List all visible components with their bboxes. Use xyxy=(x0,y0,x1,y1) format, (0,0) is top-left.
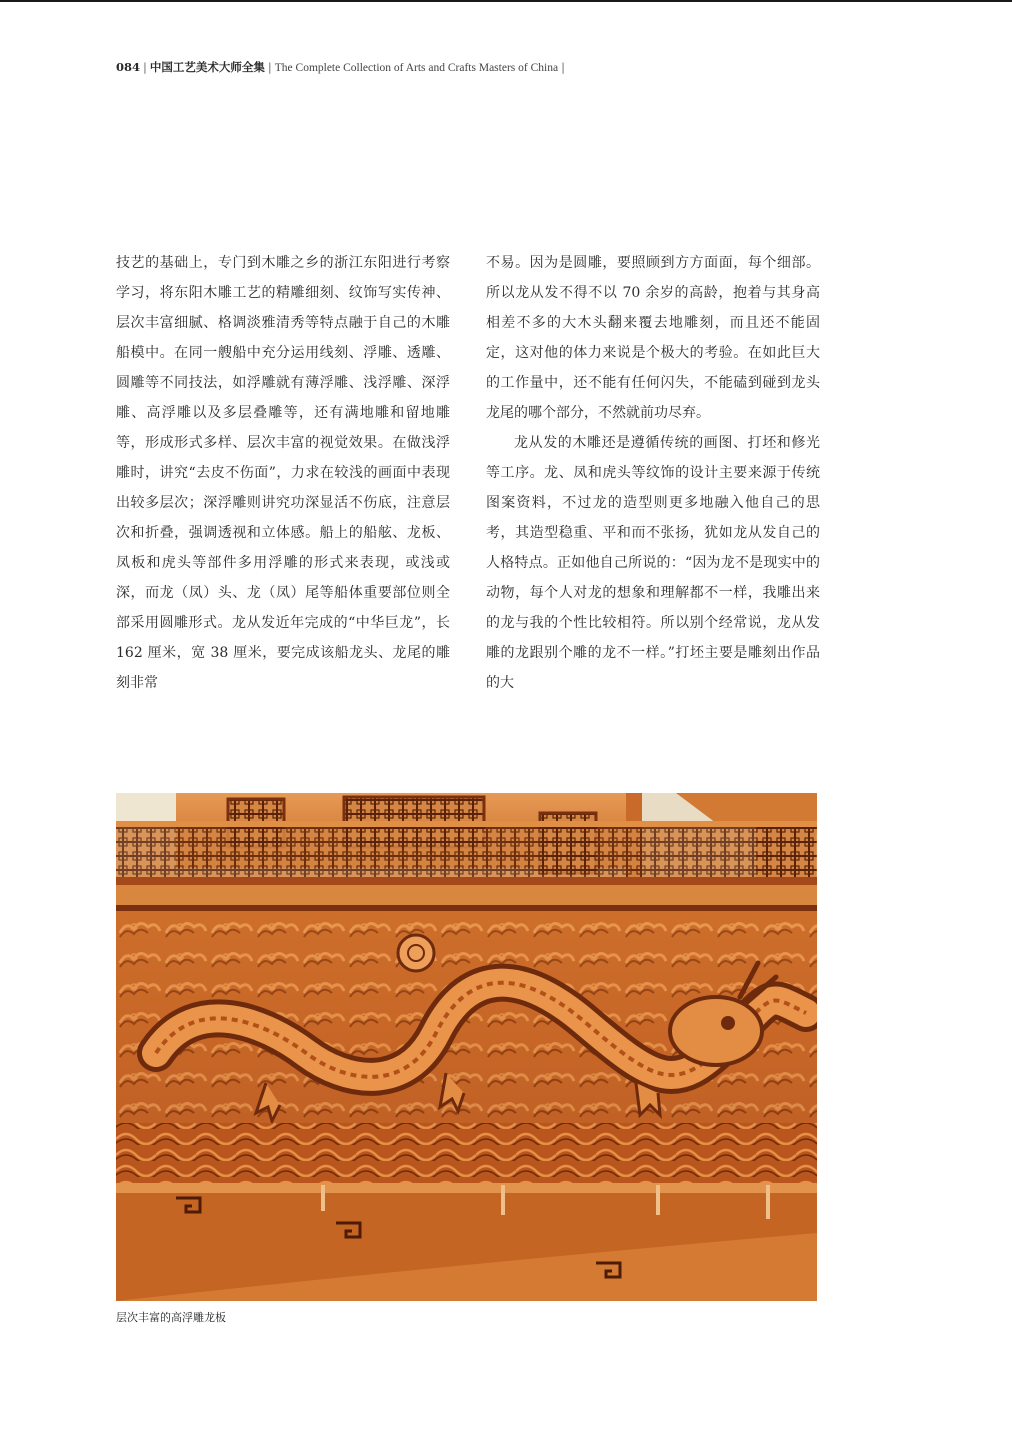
dragon-carving-illustration xyxy=(116,793,817,1301)
carved-dragon-panel-photo xyxy=(116,793,817,1301)
running-header xyxy=(116,59,568,75)
top-rule xyxy=(0,0,1012,2)
paragraph: 龙从发的木雕还是遵循传统的画图、打坯和修光等工序。龙、凤和虎头等纹饰的设计主要来源于传统图案资料，不过龙的造型则更多地融入他自己的思考，其造型稳重、平和而不张扬，犹如龙从发自己的人格特点。正如他自己所说的：“因为龙不是现实中的动物，每个人对龙的想象和理解都不一样，我雕出来的龙与我的个性比较相符。所以别个经常说，龙从发雕的龙跟别个雕的龙不一样。”打坯主要是雕刻出作品的大 xyxy=(486,435,820,691)
page-number: 084 xyxy=(116,60,141,74)
paragraph: 不易。因为是圆雕，要照顾到方方面面，每个细部。所以龙从发不得不以 70 余岁的高龄，抱着与其身高相差不多的大木头翻来覆去地雕刻，而且还不能固定，这对他的体力来说是个极大的考验。在如此巨大的工作量中，还不能有任何闪失，不能磕到碰到龙头龙尾的哪个部分，不然就前功尽弃。 xyxy=(486,255,820,421)
figure-caption: 层次丰富的高浮雕龙板 xyxy=(116,1311,226,1324)
header-divider: | xyxy=(561,60,565,74)
paragraph: 技艺的基础上，专门到木雕之乡的浙江东阳进行考察学习，将东阳木雕工艺的精雕细刻、纹饰写实传神、层次丰富细腻、格调淡雅清秀等特点融于自己的木雕船模中。在同一艘船中充分运用线刻、浮雕、透雕、圆雕等不同技法，如浮雕就有薄浮雕、浅浮雕、深浮雕、高浮雕以及多层叠雕等，还有满地雕和留地雕等，形成形式多样、层次丰富的视觉效果。在做浅浮雕时，讲究“去皮不伤面”，力求在较浅的画面中表现出较多层次；深浮雕则讲究功深显活不伤底，注意层次和折叠，强调透视和立体感。船上的船舷、龙板、凤板和虎头等部件多用浮雕的形式来表现，或浅或深，而龙（凤）头、龙（凤）尾等船体重要部位则全部采用圆雕形式。龙从发近年完成的“中华巨龙”，长 162 厘米，宽 38 厘米，要完成该船龙头、龙尾的雕刻非常 xyxy=(116,255,450,691)
body-column-right xyxy=(486,248,820,698)
book-title-cn: 中国工艺美术大师全集 xyxy=(149,60,265,74)
body-column-left xyxy=(116,248,450,698)
book-title-en: The Complete Collection of Arts and Crafts Masters of China xyxy=(274,62,559,74)
header-divider: | xyxy=(267,60,272,74)
header-divider: | xyxy=(143,60,147,74)
